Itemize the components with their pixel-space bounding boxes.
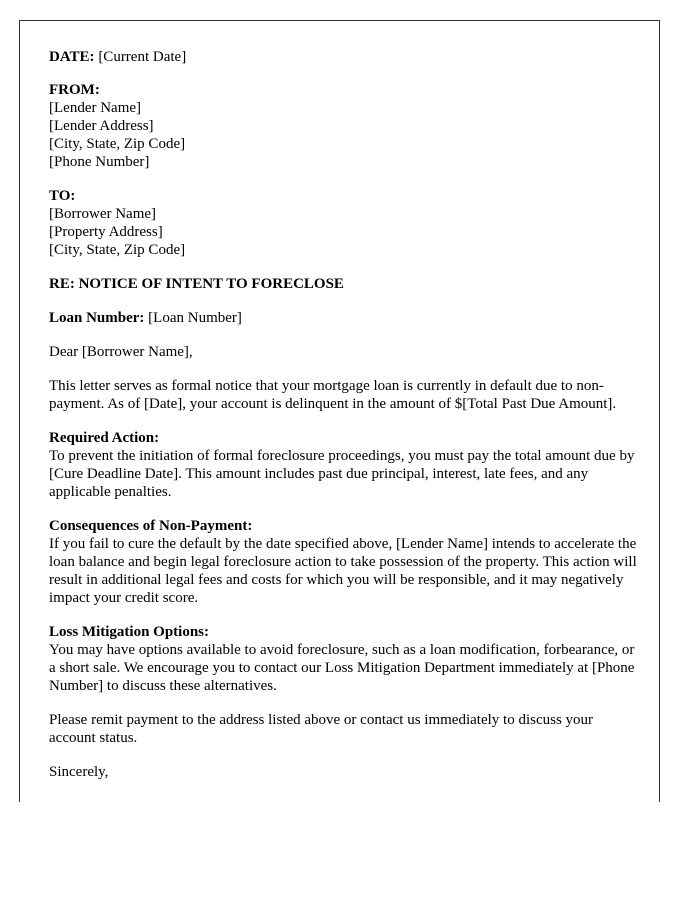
from-lender-address: [Lender Address] [49, 118, 154, 134]
from-phone-number: [Phone Number] [49, 154, 150, 170]
loan-number-value: [Loan Number] [148, 310, 242, 326]
section-heading: Required Action: [49, 430, 160, 446]
section-consequences [49, 517, 639, 607]
section-body: To prevent the initiation of formal foreclosure proceedings, you must pay the total amount due by [Cure Deadline Date]. This amount includes past due principal, interest, late fees, and any applicable penalties. [49, 448, 635, 500]
salutation: Dear [Borrower Name], [49, 344, 193, 360]
section-loss-mitigation [49, 623, 639, 695]
to-property-address: [Property Address] [49, 224, 163, 240]
section-heading: Consequences of Non-Payment: [49, 518, 253, 534]
from-label: FROM: [49, 82, 100, 98]
subject-line: RE: NOTICE OF INTENT TO FORECLOSE [49, 276, 344, 292]
letter-page [19, 20, 660, 802]
section-body: If you fail to cure the default by the date specified above, [Lender Name] intends to accelerate the loan balance and begin legal foreclosure action to take possession of the property. This action will result in additional legal fees and costs for which you will be responsible, and it may negatively impact your credit score. [49, 536, 637, 606]
to-city-state-zip: [City, State, Zip Code] [49, 242, 186, 258]
loan-number-line [49, 309, 639, 327]
from-block [49, 81, 639, 171]
to-borrower-name: [Borrower Name] [49, 206, 157, 222]
closing-paragraph: Please remit payment to the address listed above or contact us immediately to discuss your account status. [49, 712, 594, 746]
loan-number-label: Loan Number: [49, 310, 145, 326]
from-city-state-zip: [City, State, Zip Code] [49, 136, 186, 152]
date-line [49, 48, 639, 66]
section-body: You may have options available to avoid foreclosure, such as a loan modification, forbearance, or a short sale. We encourage you to contact our Loss Mitigation Department immediately at [Phone Number] to discuss these alternatives. [49, 642, 635, 694]
date-value: [Current Date] [98, 49, 187, 65]
signoff: Sincerely, [49, 764, 109, 780]
section-required-action [49, 429, 639, 501]
to-block [49, 187, 639, 259]
date-label: DATE: [49, 49, 95, 65]
from-lender-name: [Lender Name] [49, 100, 142, 116]
intro-paragraph: This letter serves as formal notice that your mortgage loan is currently in default due to non-payment. As of [Date], your account is delinquent in the amount of $[Total Past Due Amount]. [49, 378, 617, 412]
to-label: TO: [49, 188, 76, 204]
section-heading: Loss Mitigation Options: [49, 624, 210, 640]
letter-content [49, 48, 639, 797]
